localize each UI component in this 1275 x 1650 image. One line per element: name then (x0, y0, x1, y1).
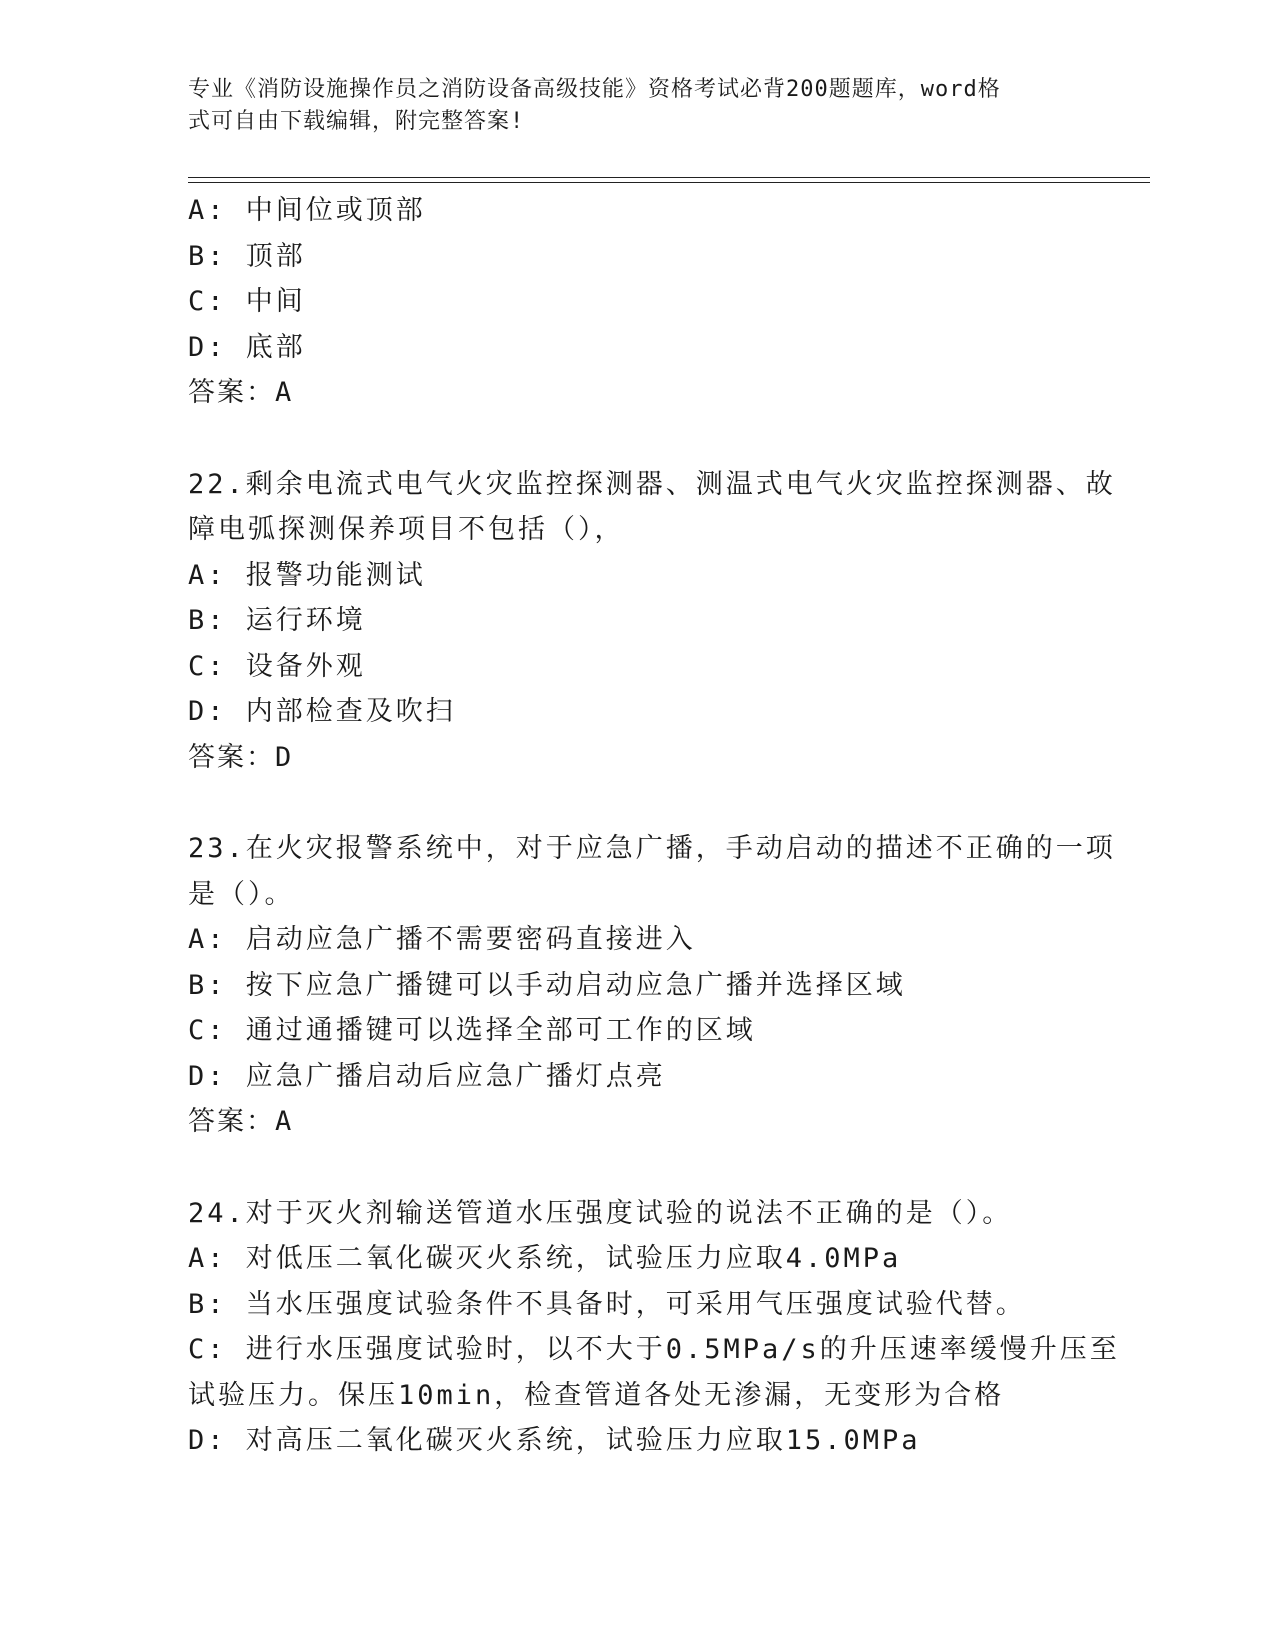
option-a: A: 报警功能测试 (188, 559, 426, 591)
answer: 答案：A (188, 377, 294, 408)
option-d: D: 应急广播启动后应急广播灯点亮 (188, 1060, 666, 1092)
answer: 答案：A (188, 1106, 294, 1137)
question-text-line: 23.在火灾报警系统中，对于应急广播，手动启动的描述不正确的一项 (188, 833, 1116, 864)
question-text-line: 是（）。 (188, 878, 295, 910)
question-text-line: 障电弧探测保养项目不包括（）， (188, 514, 625, 545)
option-a: A: 启动应急广播不需要密码直接进入 (188, 924, 696, 955)
option-c: C: 设备外观 (188, 650, 366, 682)
option-c: C: 中间 (188, 286, 306, 317)
question-content (188, 188, 1120, 1464)
option-c: C: 进行水压强度试验时，以不大于0.5MPa/s的升压速率缓慢升压至 (188, 1334, 1120, 1365)
question-partial (188, 188, 1088, 416)
answer: 答案：D (188, 741, 294, 773)
option-b: B: 运行环境 (188, 605, 366, 636)
question-23 (188, 826, 1116, 1145)
question-24 (188, 1191, 1120, 1464)
option-d: D: 对高压二氧化碳灭火系统，试验压力应取15.0MPa (188, 1425, 921, 1456)
question-text-line: 22.剩余电流式电气火灾监控探测器、测温式电气火灾监控探测器、故 (188, 468, 1116, 500)
option-b: B: 顶部 (188, 240, 306, 272)
header-line-1: 专业《消防设施操作员之消防设备高级技能》资格考试必背200题题库，word格 (188, 77, 1001, 102)
option-d: D: 底部 (188, 331, 306, 363)
header-rule-bottom (188, 182, 1150, 183)
header-rule-top (188, 177, 1150, 178)
question-text-line: 24.对于灭火剂输送管道水压强度试验的说法不正确的是（）。 (188, 1197, 1013, 1229)
option-c-continued: 试验压力。保压10min，检查管道各处无渗漏，无变形为合格 (188, 1379, 1005, 1411)
header-line-2: 式可自由下载编辑，附完整答案! (188, 109, 525, 134)
option-a: A: 中间位或顶部 (188, 195, 426, 226)
option-b: B: 当水压强度试验条件不具备时，可采用气压强度试验代替。 (188, 1288, 1026, 1320)
option-c: C: 通过通播键可以选择全部可工作的区域 (188, 1015, 756, 1046)
option-a: A: 对低压二氧化碳灭火系统，试验压力应取4.0MPa (188, 1243, 902, 1274)
option-d: D: 内部检查及吹扫 (188, 696, 456, 727)
question-22 (188, 462, 1116, 781)
document-header (188, 74, 1068, 138)
option-b: B: 按下应急广播键可以手动启动应急广播并选择区域 (188, 969, 906, 1001)
